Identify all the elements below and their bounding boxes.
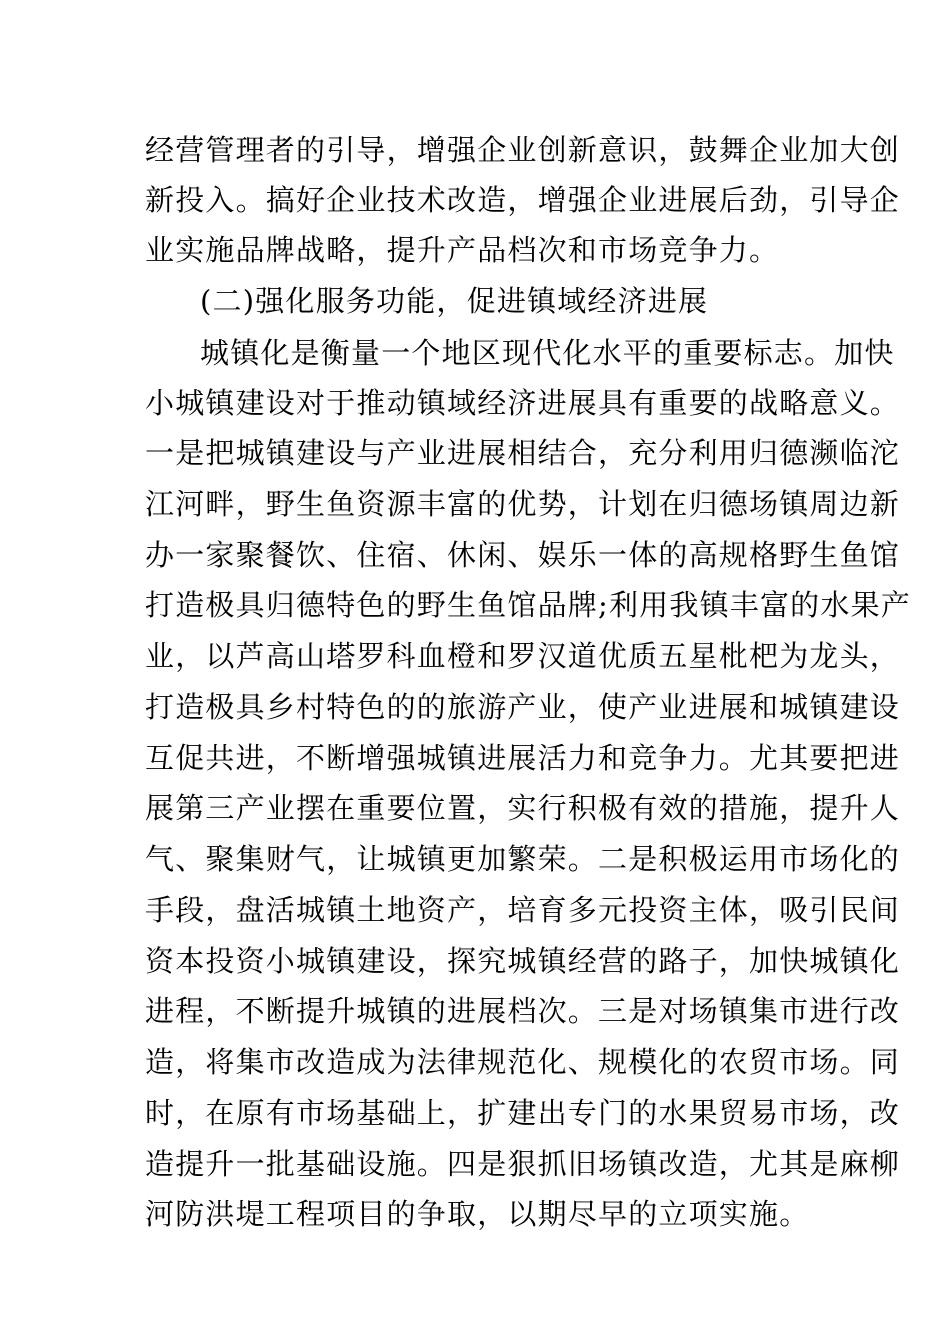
text-line: 办一家聚餐饮、住宿、休闲、娱乐一体的高规格野生鱼馆: [145, 538, 901, 572]
text-line: 小城镇建设对于推动镇域经济进展具有重要的战略意义。: [145, 386, 901, 420]
text-line: 时，在原有市场基础上，扩建出专门的水果贸易市场，改: [145, 1096, 901, 1130]
text-line: 气、聚集财气，让城镇更加繁荣。二是积极运用市场化的: [145, 842, 901, 876]
text-line: 业实施品牌战略，提升产品档次和市场竞争力。: [145, 233, 780, 267]
text-line: 一是把城镇建设与产业进展相结合，充分利用归德濒临沱: [145, 436, 901, 470]
text-line: 互促共进，不断增强城镇进展活力和竞争力。尤其要把进: [145, 741, 901, 775]
text-line: 业，以芦高山塔罗科血橙和罗汉道优质五星枇杷为龙头，: [145, 639, 901, 673]
text-line: 打造极具乡村特色的的旅游产业，使产业进展和城镇建设: [145, 690, 901, 724]
text-line: 手段，盘活城镇土地资产，培育多元投资主体，吸引民间: [145, 893, 901, 927]
text-line: 打造极具归德特色的野生鱼馆品牌;利用我镇丰富的水果产: [145, 588, 911, 622]
text-line: 新投入。搞好企业技术改造，增强企业进展后劲，引导企: [145, 183, 901, 217]
text-line: 进程，不断提升城镇的进展档次。三是对场镇集市进行改: [145, 994, 901, 1028]
text-line: 经营管理者的引导，增强企业创新意识，鼓舞企业加大创: [145, 133, 901, 167]
text-line: 资本投资小城镇建设，探究城镇经营的路子，加快城镇化: [145, 944, 901, 978]
text-line: 造提升一批基础设施。四是狠抓旧场镇改造，尤其是麻柳: [145, 1147, 901, 1181]
text-line: 展第三产业摆在重要位置，实行积极有效的措施，提升人: [145, 791, 901, 825]
paragraph-first-line: 城镇化是衡量一个地区现代化水平的重要标志。加快: [200, 336, 895, 370]
text-line: 造，将集市改造成为法律规范化、规模化的农贸市场。同: [145, 1045, 901, 1079]
section-heading: (二)强化服务功能，促进镇域经济进展: [200, 284, 709, 318]
text-line: 江河畔，野生鱼资源丰富的优势，计划在归德场镇周边新: [145, 487, 901, 521]
text-line: 河防洪堤工程项目的争取，以期尽早的立项实施。: [145, 1197, 810, 1231]
